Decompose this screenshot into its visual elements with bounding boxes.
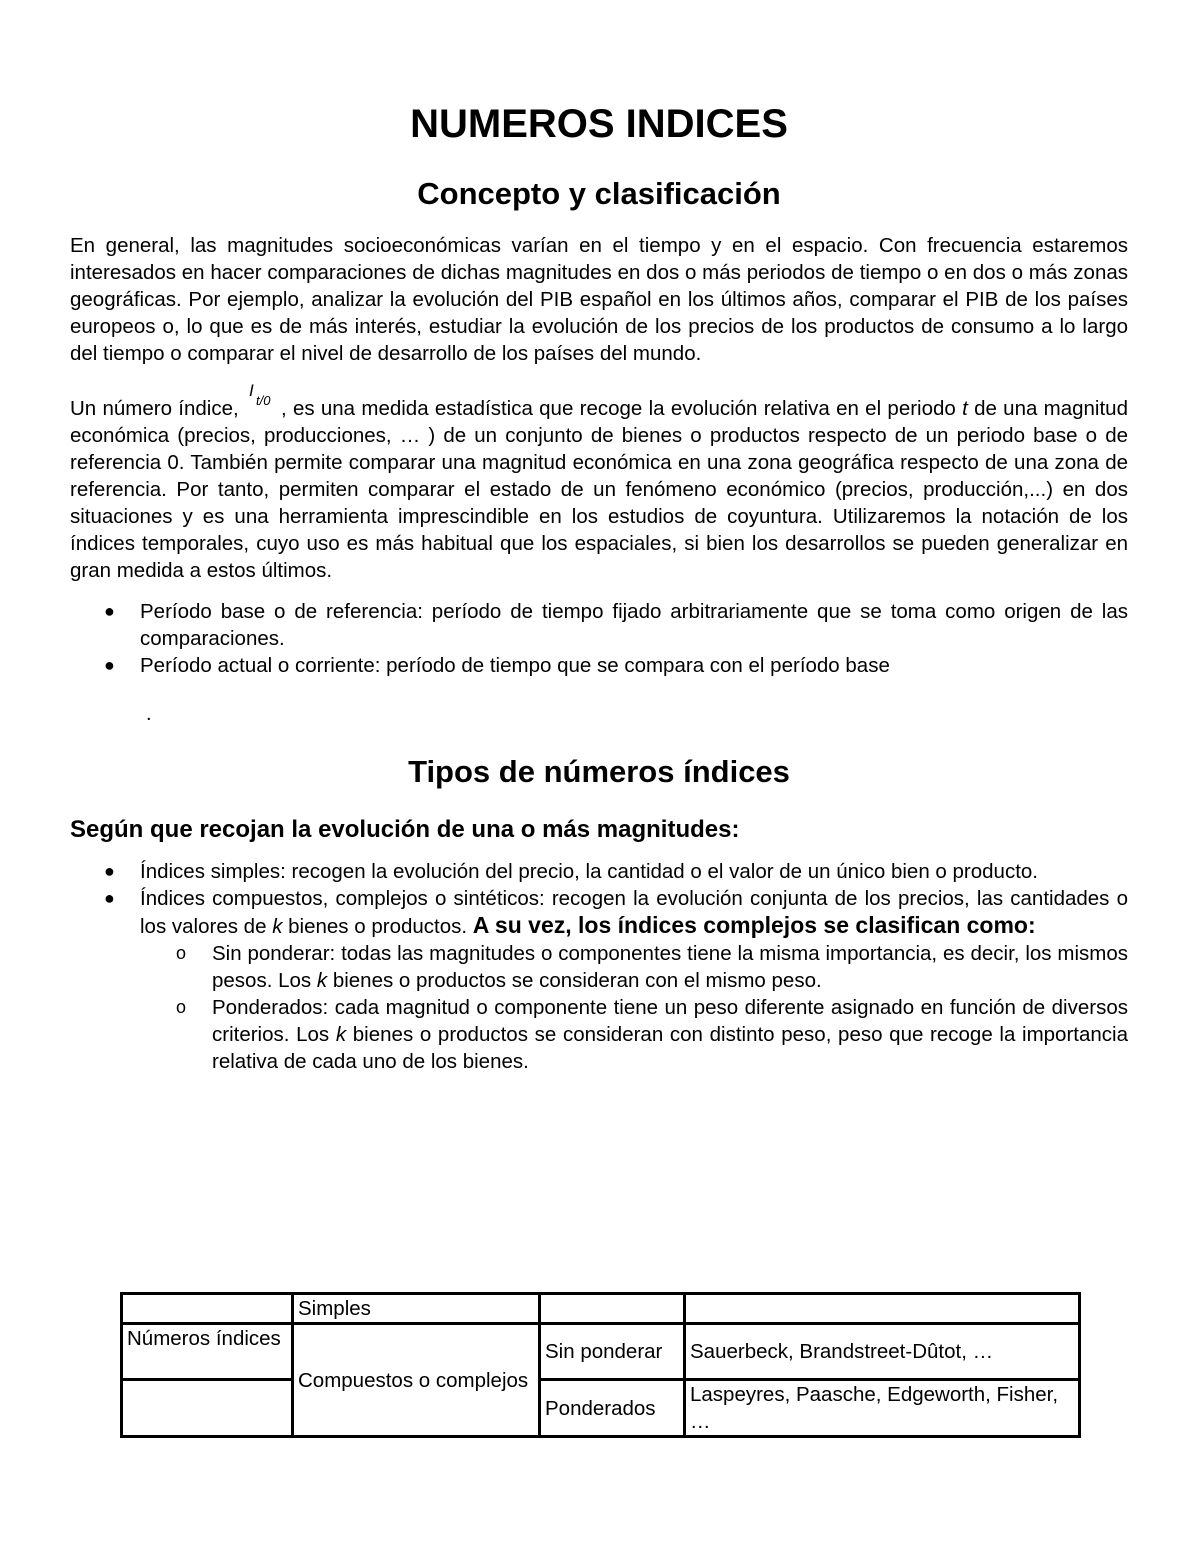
index-symbol-main: I bbox=[248, 381, 254, 400]
sub-list-item-text: bienes o productos se consideran con el mismo peso. bbox=[332, 969, 822, 992]
section-title-concepto: Concepto y clasificación bbox=[417, 176, 781, 211]
sub-list-item-text: Ponderados: cada magnitud o componente tiene un peso diferente asignado en función de diversos criterios. Los bbox=[212, 996, 1128, 1046]
table-cell bbox=[540, 1294, 685, 1324]
list-item bbox=[70, 885, 1128, 1075]
definition-lead: Un número índice, bbox=[70, 397, 239, 420]
bullet-icon: ● bbox=[104, 601, 115, 621]
lone-dot: . bbox=[146, 703, 152, 725]
list-item-text: Período actual o corriente: período de tiempo que se compara con el período base bbox=[140, 654, 890, 677]
bullet-icon: ● bbox=[104, 888, 115, 908]
table-cell bbox=[122, 1294, 293, 1324]
definition-mid: , es una medida estadística que recoge la evolución relativa en el periodo bbox=[280, 397, 956, 420]
list-item-text: Índices simples: recogen la evolución del precio, la cantidad o el valor de un único bien o producto. bbox=[140, 860, 1038, 883]
circle-bullet-icon: o bbox=[176, 943, 187, 963]
table-cell-sin-ponderar-examples: Sauerbeck, Brandstreet-Dûtot, … bbox=[685, 1324, 1080, 1380]
table-cell bbox=[685, 1294, 1080, 1324]
definition-t: t bbox=[962, 397, 968, 420]
table-cell-compuestos: Compuestos o complejos bbox=[293, 1324, 540, 1437]
list-item bbox=[70, 598, 1128, 652]
definition-rest: de una magnitud económica (precios, producciones, … ) de un conjunto de bienes o productos respecto de un periodo base o de referencia 0. También permite comparar una magnitud económica en una zona geográfica respecto de una zona de referencia. Por tanto, permiten comparar el estado de un fenómeno económico (precios, producción,...) en dos situaciones y es una herramienta imprescindible en los estudios de coyuntura. Utilizaremos la notación de los índices temporales, cuyo uso es más habitual que los espaciales, si bien los desarrollos se pueden generalizar en gran medida a estos últimos. bbox=[70, 397, 1128, 582]
paragraph-definition bbox=[70, 381, 1128, 584]
sub-list-item bbox=[140, 994, 1128, 1075]
list-item bbox=[70, 652, 1128, 679]
list-item-text: bienes o productos. bbox=[288, 915, 468, 938]
table-cell-simples: Simples bbox=[293, 1294, 540, 1324]
k-variable: k bbox=[316, 969, 328, 992]
bullet-icon: ● bbox=[104, 861, 115, 881]
k-variable: k bbox=[272, 915, 283, 938]
table-cell-ponderados-examples: Laspeyres, Paasche, Edgeworth, Fisher, … bbox=[685, 1380, 1080, 1437]
index-types-list bbox=[70, 858, 1128, 1075]
list-item-text: Índices compuestos, complejos o sintéticos: recogen la evolución conjunta de los precios, las cantidades o los valores de bbox=[140, 887, 1128, 938]
bullet-icon: ● bbox=[104, 655, 115, 675]
list-item-bold-text: A su vez, los índices complejos se clasifican como: bbox=[472, 912, 1036, 938]
table-row bbox=[122, 1324, 1080, 1380]
table-cell-ponderados: Ponderados bbox=[540, 1380, 685, 1437]
table-cell bbox=[122, 1380, 293, 1437]
table-row bbox=[122, 1380, 1080, 1437]
index-symbol-subscript: t/0 bbox=[255, 393, 271, 408]
document-title: NUMEROS INDICES bbox=[410, 102, 788, 146]
classification-table bbox=[120, 1292, 1081, 1438]
table-cell-numeros-indices: Números índices bbox=[122, 1324, 293, 1380]
circle-bullet-icon: o bbox=[176, 997, 187, 1017]
period-list bbox=[70, 598, 1128, 679]
compound-sublist bbox=[140, 940, 1128, 1075]
k-variable: k bbox=[335, 1023, 347, 1046]
list-item-text: Período base o de referencia: período de tiempo fijado arbitrariamente que se toma como origen de las comparaciones. bbox=[140, 600, 1128, 650]
document-page bbox=[70, 100, 1128, 1075]
sub-list-item-text: Sin ponderar: todas las magnitudes o componentes tiene la misma importancia, es decir, los mismos pesos. Los bbox=[212, 942, 1128, 992]
sub-list-item bbox=[140, 940, 1128, 994]
table-row bbox=[122, 1294, 1080, 1324]
section-subtitle-segun: Según que recojan la evolución de una o más magnitudes: bbox=[70, 816, 740, 843]
index-symbol bbox=[245, 381, 281, 415]
sub-list-item-text: bienes o productos se consideran con distinto peso, peso que recoge la importancia relativa de cada uno de los bienes. bbox=[212, 1023, 1128, 1073]
paragraph-intro: En general, las magnitudes socioeconómicas varían en el tiempo y en el espacio. Con frecuencia estaremos interesados en hacer comparaciones de dichas magnitudes en dos o más periodos de tiempo o en dos o más zonas geográficas. Por ejemplo, analizar la evolución del PIB español en los últimos años, comparar el PIB de los países europeos o, lo que es de más interés, estudiar la evolución de los precios de los productos de consumo a lo largo del tiempo o comparar el nivel de desarrollo de los países del mundo. bbox=[70, 234, 1128, 365]
list-item bbox=[70, 858, 1128, 885]
section-title-tipos: Tipos de números índices bbox=[408, 754, 790, 789]
table-cell-sin-ponderar: Sin ponderar bbox=[540, 1324, 685, 1380]
